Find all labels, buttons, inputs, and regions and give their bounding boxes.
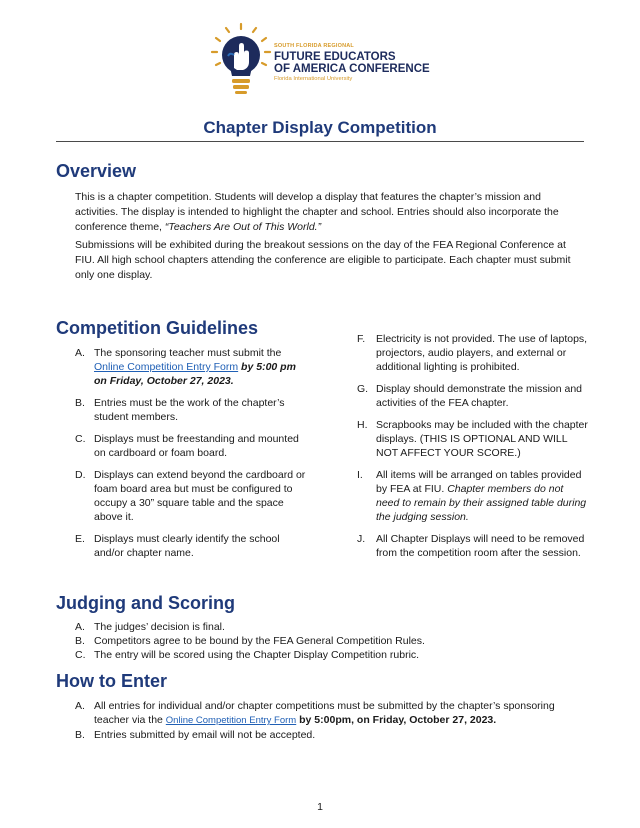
page-title: Chapter Display Competition — [203, 118, 437, 137]
page-number: 1 — [317, 801, 323, 813]
overview-heading: Overview — [56, 161, 137, 181]
title-divider — [56, 141, 584, 142]
overview-paragraph-2: Submissions will be exhibited during the breakout sessions on the day of the FEA Regional Conference at FIU. All high school chapters attending the conference are eligible to participate. Each chapter must submit only one display. — [75, 239, 571, 281]
list-item: I. All items will be arranged on tables provided by FEA at FIU. Chapter members do not need to remain by their assigned table during the judging session. — [357, 469, 587, 523]
judging-list — [75, 620, 587, 662]
conference-theme: “Teachers Are Out of This World.” — [164, 221, 322, 233]
guidelines-heading: Competition Guidelines — [56, 318, 259, 338]
entry-form-link[interactable]: Online Competition Entry Form — [165, 715, 297, 726]
list-item: B. Entries must be the work of the chapter’s student members. — [75, 397, 285, 423]
list-item: B. Competitors agree to be bound by the FEA General Competition Rules. — [75, 635, 425, 647]
overview-p1-text: This is a chapter competition. Students will develop a display that features the chapter’s mission and activities. The display is intended to highlight the chapter and school. Entries should also incorporate the conference theme, — [75, 191, 559, 233]
list-item: H. Scrapbooks may be included with the chapter displays. (THIS IS OPTIONAL AND WILL NOT AFFECT YOUR SCORE.) — [357, 419, 588, 459]
entry-form-link[interactable]: Online Competition Entry Form — [94, 361, 239, 373]
how-to-enter-heading: How to Enter — [56, 671, 167, 691]
list-item: B. Entries submitted by email will not be accepted. — [75, 729, 316, 741]
lightbulb-hand-icon — [210, 22, 272, 102]
guidelines-list-left — [75, 346, 307, 568]
judging-heading: Judging and Scoring — [56, 593, 235, 613]
list-item: A. The judges’ decision is final. — [75, 621, 225, 633]
logo-line-1: FUTURE EDUCATORS — [274, 51, 396, 63]
list-item: F. Electricity is not provided. The use of laptops, projectors, audio players, and external or additional lighting is prohibited. — [357, 333, 588, 373]
conference-logo — [210, 22, 440, 102]
logo-small-line: SOUTH FLORIDA REGIONAL — [274, 43, 354, 49]
logo-university: Florida International University — [274, 76, 353, 82]
guidelines-list-right — [357, 332, 589, 568]
list-item: C. The entry will be scored using the Chapter Display Competition rubric. — [75, 649, 420, 661]
enter-list — [75, 699, 587, 742]
list-item: C. Displays must be freestanding and mounted on cardboard or foam board. — [75, 433, 299, 459]
logo-line-2: OF AMERICA CONFERENCE — [274, 63, 430, 75]
list-item: D. Displays can extend beyond the cardboard or foam board area but must be configured to occupy a 30” square table and the space above it. — [75, 469, 306, 523]
list-item: E. Displays must clearly identify the school and/or chapter name. — [75, 533, 280, 559]
list-item: A. All entries for individual and/or chapter competitions must be submitted by the chapter’s sponsoring teacher via the Online Competition Entry Form by 5:00pm, on Friday, October 27, 2023. — [75, 700, 555, 726]
list-item: A. The sponsoring teacher must submit the Online Competition Entry Form by 5:00 pm on Friday, October 27, 2023. — [75, 347, 296, 387]
list-item: G. Display should demonstrate the mission and activities of the FEA chapter. — [357, 383, 583, 409]
overview-paragraph-1 — [75, 190, 587, 235]
list-item: J. All Chapter Displays will need to be removed from the competition room after the session. — [357, 533, 585, 559]
